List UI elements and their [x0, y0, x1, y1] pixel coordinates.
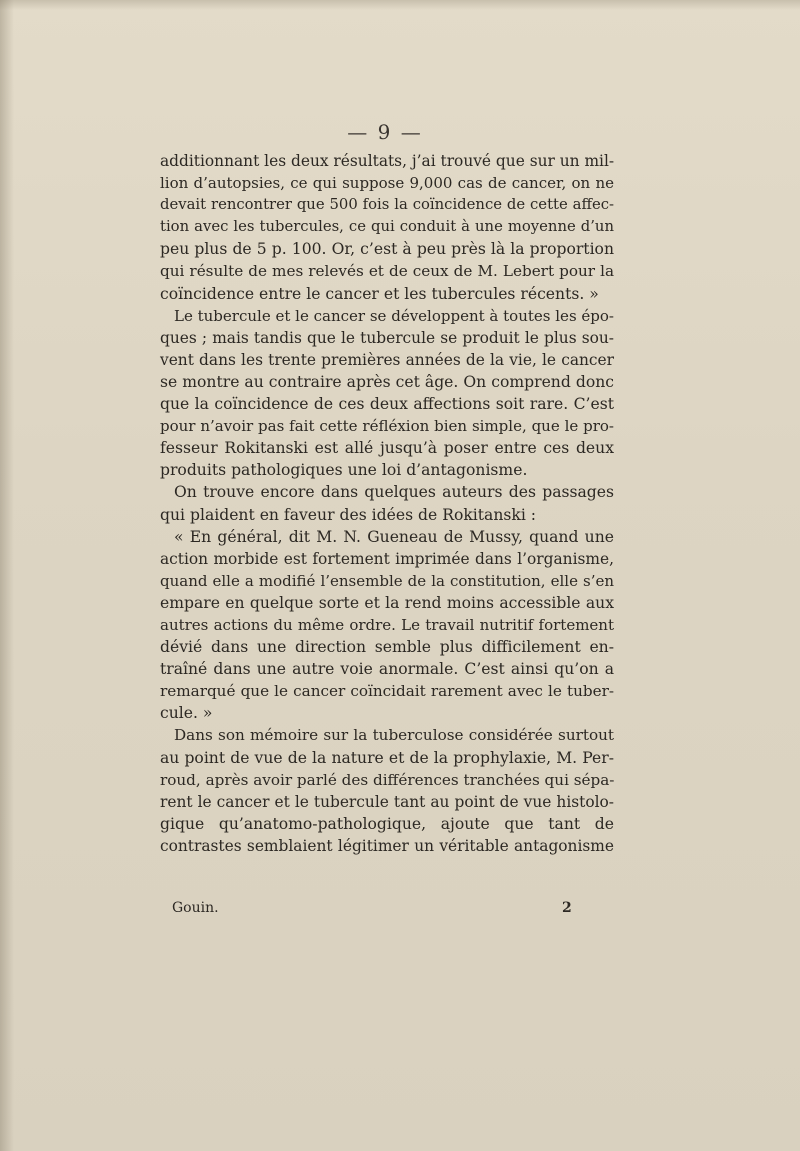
text-line: produits pathologiques une loi d’antagonisme. [160, 461, 528, 480]
text-line: tion avec les tubercules, ce qui conduit à une moyenne d’un [160, 218, 614, 236]
text-line: contrastes semblaient légitimer un véritable antagonisme [160, 836, 614, 855]
text-line: lion d’autopsies, ce qui suppose 9,000 cas de cancer, on ne [160, 174, 614, 193]
text-line: gique qu’anatomo-pathologique, ajoute que tant de [160, 814, 614, 833]
text-line: ques ; mais tandis que le tubercule se produit le plus sou- [160, 328, 614, 347]
text-line: quand elle a modifié l’ensemble de la constitution, elle s’en [160, 571, 614, 590]
text-line: autres actions du même ordre. Le travail nutritif fortement [160, 615, 614, 634]
text-line: traîné dans une autre voie anormale. C’est ainsi qu’on a [160, 660, 614, 679]
text-line: que la coïncidence de ces deux affections soit rare. C’est [160, 395, 614, 414]
text-line: rent le cancer et le tubercule tant au point de vue histolo- [160, 792, 614, 811]
text-line: Dans son mémoire sur la tuberculose considérée surtout [174, 726, 614, 745]
text-line: remarqué que le cancer coïncidait rarement avec le tuber- [160, 682, 614, 701]
text-line: coïncidence entre le cancer et les tubercules récents. » [160, 284, 599, 303]
text-line: qui résulte de mes relevés et de ceux de M. Lebert pour la [160, 262, 614, 281]
text-line: dévié dans une direction semble plus difficilement en- [160, 638, 614, 657]
text-line: au point de vue de la nature et de la prophylaxie, M. Per- [160, 748, 614, 767]
text-line: additionnant les deux résultats, j’ai trouvé que sur un mil- [160, 152, 615, 170]
text-line: action morbide est fortement imprimée dans l’organisme, [160, 549, 614, 568]
page-number: — 9 — [347, 120, 423, 144]
page-edge-shadow [0, 0, 14, 1151]
text-line: fesseur Rokitanski est allé jusqu’à poser entre ces deux [160, 439, 614, 458]
signature-mark-text: Gouin. [172, 900, 219, 916]
text-line: devait rencontrer que 500 fois la coïncidence de cette affec- [160, 196, 614, 214]
body-text [160, 150, 614, 857]
text-line: peu plus de 5 p. 100. Or, c’est à peu près là la proportion [160, 240, 614, 259]
text-line: cule. » [160, 704, 213, 723]
text-line: empare en quelque sorte et la rend moins accessible aux [160, 593, 614, 612]
text-line: pour n’avoir pas fait cette réfléxion bien simple, que le pro- [160, 417, 614, 436]
text-line: On trouve encore dans quelques auteurs des passages [174, 483, 614, 502]
text-line: roud, après avoir parlé des différences tranchées qui sépa- [160, 770, 615, 789]
page-footer [160, 900, 614, 920]
text-line: se montre au contraire après cet âge. On comprend donc [160, 372, 614, 391]
text-line: Le tubercule et le cancer se développent à toutes les épo- [174, 306, 614, 325]
text-line: qui plaident en faveur des idées de Rokitanski : [160, 505, 537, 524]
text-line: vent dans les trente premières années de la vie, le cancer [160, 350, 614, 369]
page-top-shadow [0, 0, 800, 10]
text-line: « En général, dit M. N. Gueneau de Mussy, quand une [174, 527, 614, 546]
sheet-signature-number: 2 [562, 900, 572, 916]
